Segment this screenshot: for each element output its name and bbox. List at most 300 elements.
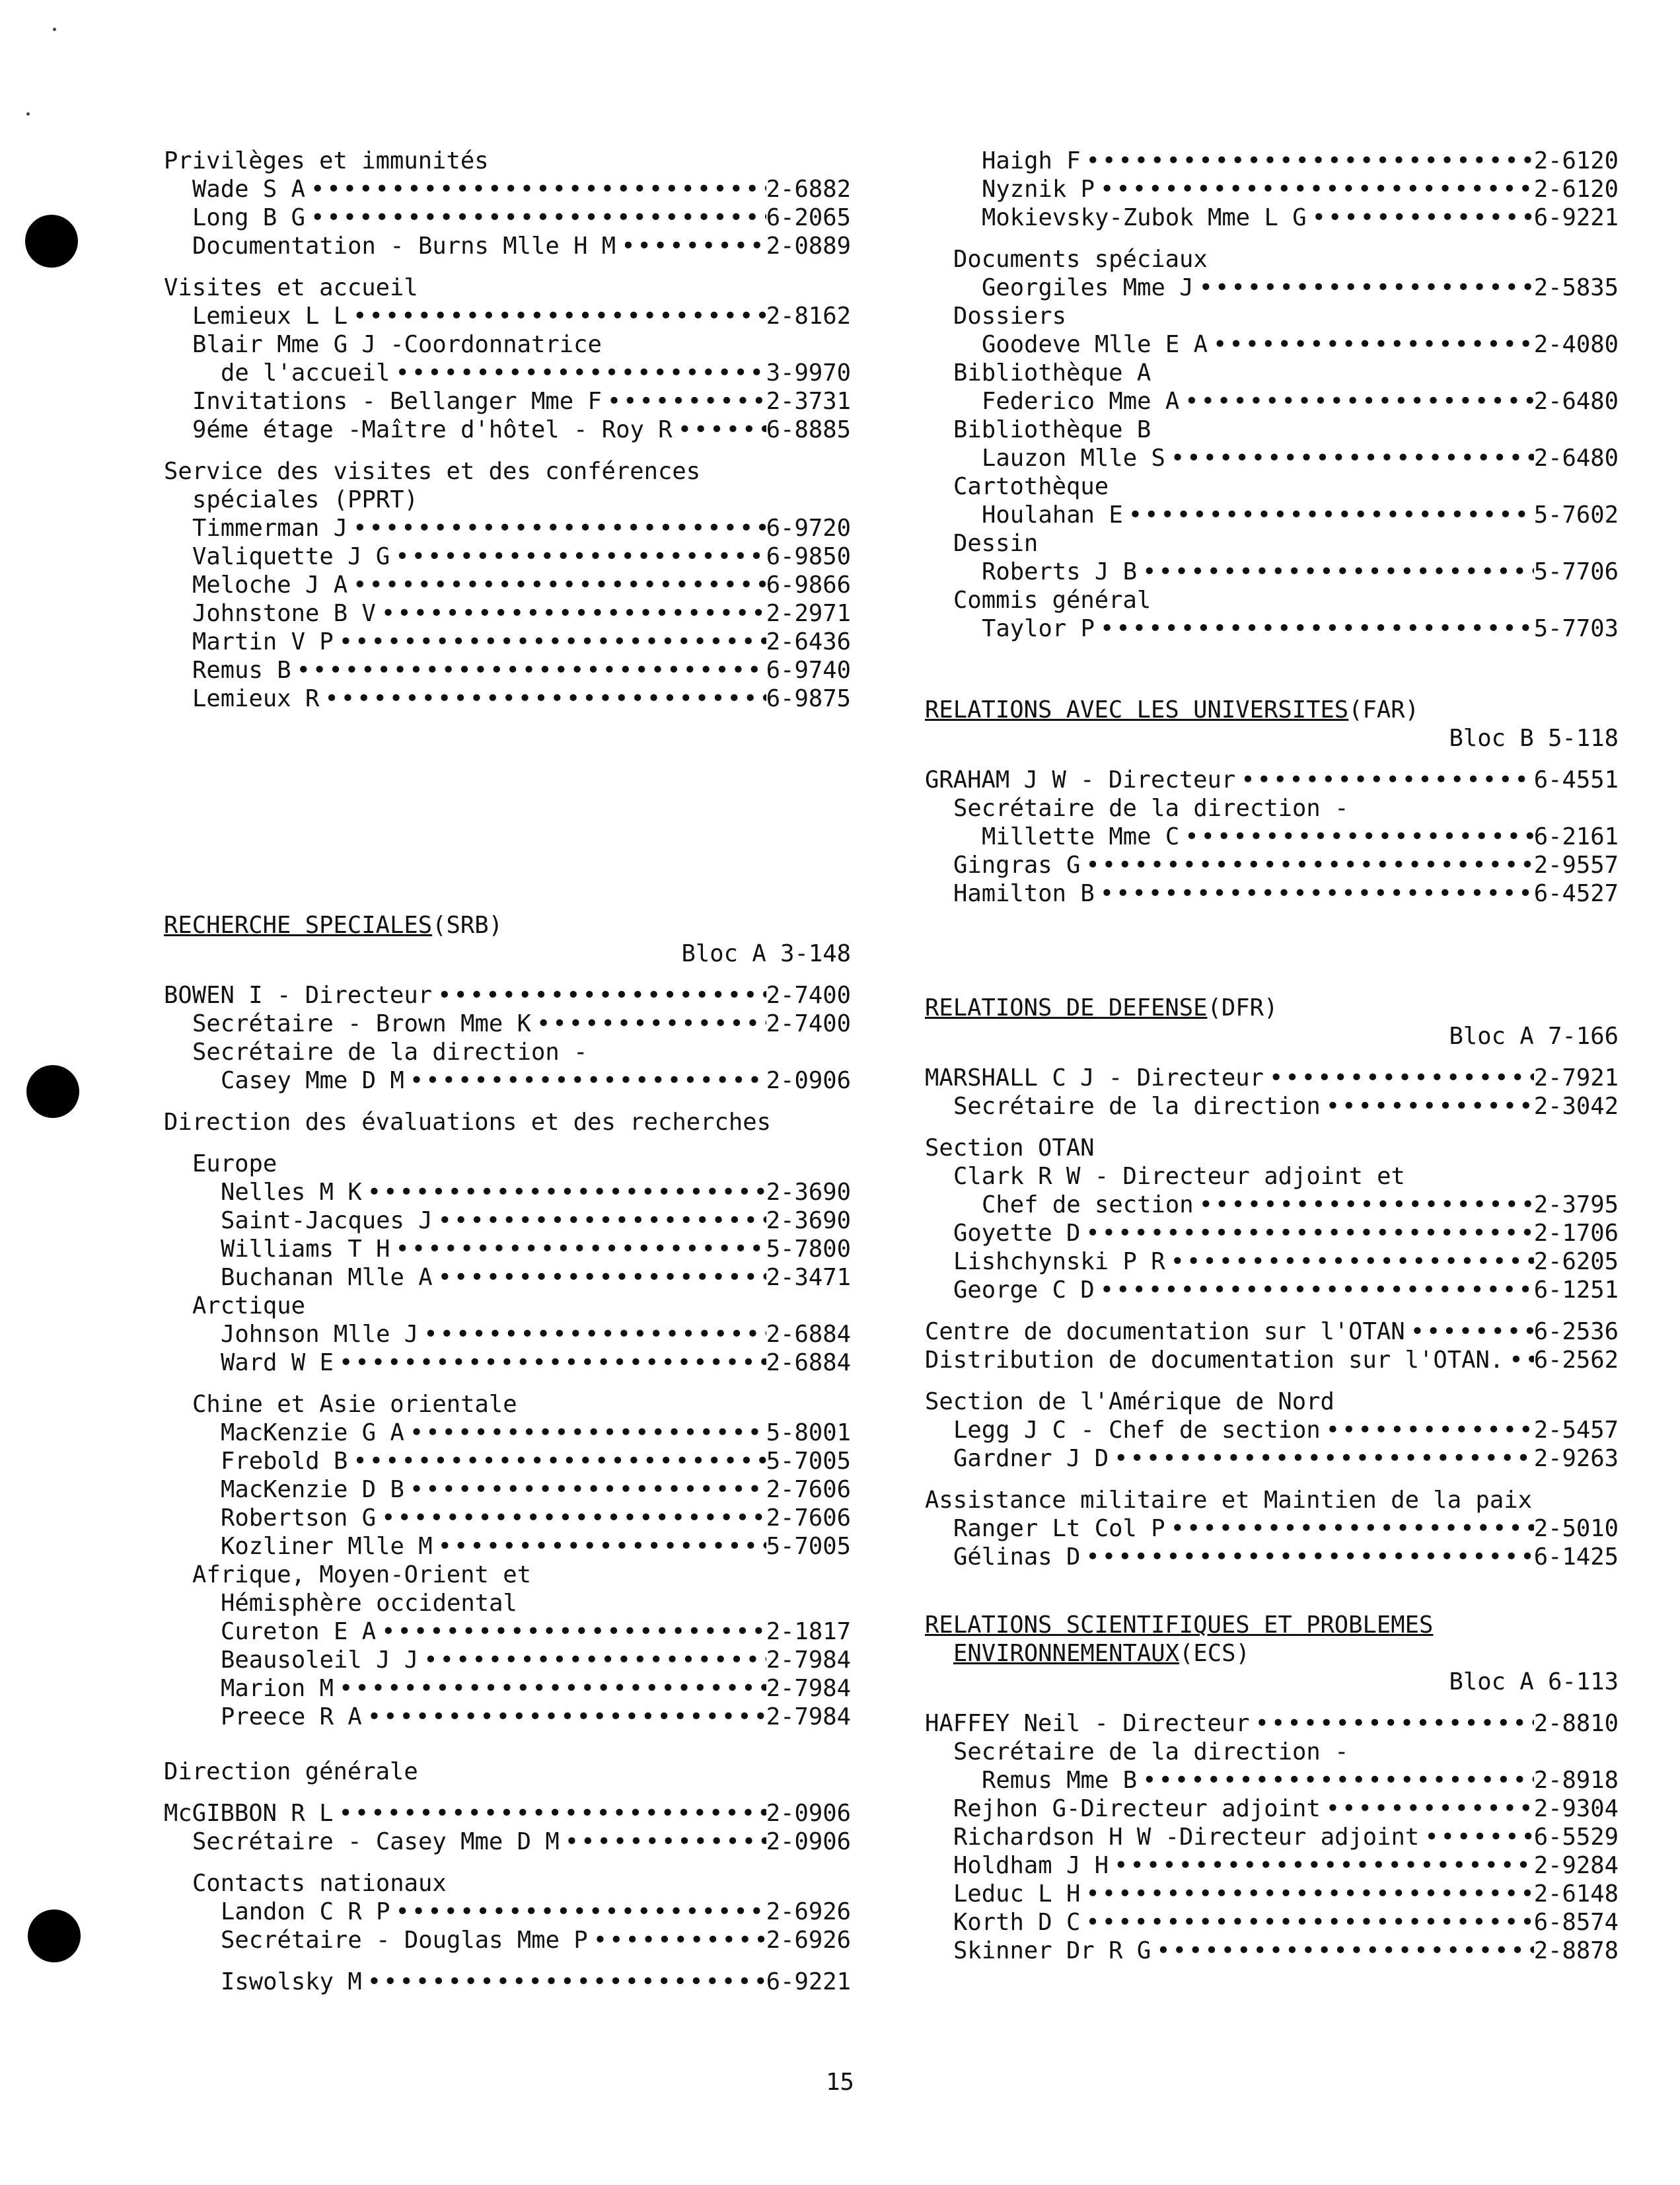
directory-entry (925, 1851, 1619, 1880)
phone-extension: 6-4527 (1533, 880, 1619, 907)
phone-extension: 2-8162 (766, 303, 851, 330)
directory-entry (164, 1320, 851, 1349)
directory-entry (925, 1247, 1619, 1276)
directory-entry (164, 981, 851, 1010)
dot-leader (1080, 1543, 1533, 1571)
directory-entry (164, 1926, 851, 1954)
dot-leader (531, 1010, 766, 1038)
entry-name: Haigh F (982, 147, 1081, 174)
phone-extension: 2-6882 (766, 176, 851, 203)
phone-extension: 2-7921 (1533, 1064, 1619, 1092)
directory-entry (164, 1828, 851, 1856)
directory-entry (164, 1674, 851, 1703)
dot-leader (362, 1968, 766, 1996)
bloc-location (925, 1668, 1619, 1696)
phone-extension: 2-0906 (766, 1800, 851, 1827)
directory-entry (164, 359, 851, 387)
entry-name: Secrétaire - Douglas Mme P (221, 1927, 588, 1954)
entry-name: Saint-Jacques J (221, 1207, 433, 1234)
dot-leader (1137, 558, 1534, 586)
entry-name: Lauzon Mlle S (982, 445, 1165, 472)
phone-extension: 2-7984 (766, 1703, 851, 1730)
phone-extension: 6-4551 (1533, 766, 1619, 794)
directory-entry (164, 1010, 851, 1038)
directory-entry (164, 628, 851, 656)
dot-leader (404, 1475, 766, 1504)
entry-name: Centre de documentation sur l'OTAN (925, 1318, 1405, 1345)
directory-entry (164, 1206, 851, 1235)
entry-name: Taylor P (982, 615, 1095, 642)
dot-leader (1235, 766, 1534, 794)
phone-extension: 5-7602 (1533, 501, 1619, 529)
section-title: RELATIONS SCIENTIFIQUES ET PROBLEMES (925, 1611, 1434, 1639)
directory-entry (164, 571, 851, 599)
group-label-text: Arctique (192, 1292, 305, 1319)
phone-extension: 2-8810 (1533, 1710, 1619, 1737)
dot-leader (1095, 879, 1534, 908)
entry-name: Invitations - Bellanger Mme F (192, 388, 602, 415)
directory-entry (925, 1092, 1619, 1121)
group-label-text: Bibliothèque B (953, 416, 1151, 443)
section-title: RELATIONS DE DEFENSE (925, 994, 1208, 1021)
directory-entry (925, 1795, 1619, 1823)
group-label (925, 302, 1619, 330)
group-label (164, 1589, 851, 1617)
group-label (925, 359, 1619, 387)
section-code: (FAR) (1348, 696, 1420, 723)
section-heading (925, 994, 1619, 1022)
directory-entry (164, 302, 851, 330)
group-label-text: Dessin (953, 530, 1039, 557)
directory-entry (164, 416, 851, 444)
group-label-text: Privilèges et immunités (164, 147, 489, 174)
dot-leader (1264, 1064, 1534, 1092)
entry-name: BOWEN I - Directeur (164, 982, 433, 1009)
directory-entry (925, 1823, 1619, 1851)
directory-entry (164, 514, 851, 542)
phone-extension: 3-9970 (766, 359, 851, 387)
phone-extension: 2-8918 (1533, 1767, 1619, 1794)
directory-entry (164, 1532, 851, 1561)
phone-extension: 6-9850 (766, 543, 851, 570)
directory-entry (164, 1968, 851, 1996)
entry-name: Gardner J D (953, 1445, 1109, 1472)
entry-name: Landon C R P (221, 1898, 390, 1925)
directory-entry (925, 1937, 1619, 1965)
dot-leader (1250, 1709, 1534, 1738)
directory-entry (164, 387, 851, 416)
group-label-text: Hémisphère occidental (221, 1590, 517, 1617)
bloc-text: Bloc A 6-113 (1449, 1668, 1619, 1695)
entry-name: Roberts J B (982, 558, 1138, 585)
directory-entry (164, 1178, 851, 1206)
entry-name: Secrétaire - Brown Mme K (192, 1010, 531, 1037)
dot-leader (1165, 444, 1534, 472)
phone-extension: 5-7800 (766, 1236, 851, 1263)
entry-name: Mokievsky-Zubok Mme L G (982, 204, 1307, 231)
entry-name: Johnstone B V (192, 600, 376, 627)
phone-extension: 5-7005 (766, 1448, 851, 1475)
phone-extension: 2-7606 (766, 1504, 851, 1532)
entry-name: Johnson Mlle J (221, 1321, 419, 1348)
dot-leader (560, 1828, 766, 1856)
entry-name: Lemieux R (192, 685, 320, 712)
group-label-text: Direction générale (164, 1758, 418, 1785)
entry-name: Federico Mme A (982, 388, 1180, 415)
directory-entry (925, 330, 1619, 359)
entry-name: Remus B (192, 657, 291, 684)
entry-name: Nyznik P (982, 176, 1095, 203)
dot-leader (1165, 1514, 1534, 1543)
directory-entry (925, 1444, 1619, 1473)
dot-leader (433, 1206, 766, 1235)
entry-name: Martin V P (192, 628, 334, 655)
entry-name: Hamilton B (953, 880, 1095, 907)
phone-extension: 6-5529 (1533, 1824, 1619, 1851)
phone-extension: 6-2536 (1533, 1318, 1619, 1345)
dot-leader (1109, 1444, 1534, 1473)
entry-name: Frebold B (221, 1448, 348, 1475)
entry-name: Secrétaire - Casey Mme D M (192, 1828, 560, 1855)
dot-leader (305, 204, 766, 232)
phone-extension: 2-3690 (766, 1179, 851, 1206)
dot-leader (616, 232, 766, 260)
directory-entry (925, 614, 1619, 643)
directory-entry (925, 558, 1619, 586)
dot-leader (1095, 614, 1534, 643)
entry-name: Iswolsky M (221, 1968, 362, 1995)
dot-leader (390, 1235, 766, 1263)
binder-hole-top (25, 215, 78, 268)
entry-name: Long B G (192, 204, 305, 231)
entry-name: Preece R A (221, 1703, 362, 1730)
phone-extension: 2-0906 (766, 1828, 851, 1855)
directory-column-right (925, 147, 1619, 1965)
section-title: RELATIONS AVEC LES UNIVERSITES (925, 696, 1349, 723)
directory-entry (925, 147, 1619, 175)
phone-extension: 2-9304 (1533, 1795, 1619, 1822)
dot-leader (305, 175, 766, 204)
dot-leader (418, 1646, 766, 1674)
phone-extension: 6-8574 (1533, 1909, 1619, 1936)
directory-entry (925, 444, 1619, 472)
phone-extension: 6-9221 (1533, 204, 1619, 231)
dot-leader (1165, 1247, 1534, 1276)
directory-entry (164, 1066, 851, 1095)
entry-name: Meloche J A (192, 572, 348, 599)
dot-leader (376, 1504, 766, 1532)
group-label (925, 1162, 1619, 1191)
section-code: (SRB) (432, 912, 503, 939)
directory-entry (164, 1263, 851, 1292)
directory-entry (164, 232, 851, 260)
dot-leader (291, 656, 766, 685)
phone-extension: 2-6884 (766, 1349, 851, 1376)
group-label (164, 1561, 851, 1589)
entry-name: Beausoleil J J (221, 1647, 419, 1674)
group-label (925, 1486, 1619, 1514)
entry-name: de l'accueil (221, 359, 390, 387)
dot-leader (1095, 1276, 1534, 1304)
dot-leader (1095, 175, 1534, 204)
group-label (925, 794, 1619, 823)
entry-name: Secrétaire de la direction (953, 1093, 1321, 1120)
entry-name: Gingras G (953, 852, 1081, 879)
group-label-text: Cartothèque (953, 473, 1109, 500)
phone-extension: 2-6148 (1533, 1880, 1619, 1907)
bloc-text: Bloc A 3-148 (681, 940, 851, 967)
dot-leader (433, 1532, 766, 1561)
phone-extension: 5-7706 (1533, 558, 1619, 585)
dot-leader (347, 302, 766, 330)
entry-name: Distribution de documentation sur l'OTAN. (925, 1347, 1504, 1374)
entry-name: Timmerman J (192, 515, 348, 542)
dot-leader (347, 571, 766, 599)
directory-entry (164, 1419, 851, 1447)
dot-leader (602, 387, 766, 416)
directory-entry (925, 274, 1619, 302)
section-code: (ECS) (1179, 1640, 1250, 1667)
dot-leader (390, 1898, 766, 1926)
group-label-text: Section de l'Amérique de Nord (925, 1388, 1334, 1415)
group-label-text: Blair Mme G J -Coordonnatrice (192, 331, 602, 358)
group-label-text: Clark R W - Directeur adjoint et (953, 1163, 1405, 1190)
dot-leader (1321, 1416, 1534, 1444)
entry-name: MacKenzie G A (221, 1419, 404, 1446)
dot-leader (1419, 1823, 1533, 1851)
group-label (925, 1738, 1619, 1766)
bloc-text: Bloc B 5-118 (1449, 725, 1619, 752)
dot-leader (362, 1703, 766, 1731)
phone-extension: 2-5010 (1533, 1515, 1619, 1542)
dot-leader (432, 981, 766, 1010)
dot-leader (1080, 1219, 1533, 1247)
entry-name: Millette Mme C (982, 823, 1180, 850)
directory-entry (164, 1447, 851, 1475)
group-label-text: Documents spéciaux (953, 246, 1208, 273)
phone-extension: 6-2562 (1533, 1347, 1619, 1374)
group-label (925, 1388, 1619, 1416)
dot-leader (1137, 1766, 1534, 1795)
group-label (925, 586, 1619, 614)
directory-column-left (164, 147, 851, 1996)
phone-extension: 2-6205 (1533, 1248, 1619, 1275)
directory-entry (925, 851, 1619, 879)
entry-name: Houlahan E (982, 501, 1123, 529)
group-label-text: Afrique, Moyen-Orient et (192, 1561, 531, 1588)
section-title: RECHERCHE SPECIALES (164, 912, 433, 939)
phone-extension: 2-0889 (766, 233, 851, 260)
directory-entry (925, 766, 1619, 794)
entry-name: Richardson H W -Directeur adjoint (953, 1824, 1420, 1851)
directory-entry (925, 1064, 1619, 1092)
entry-name: George C D (953, 1277, 1095, 1304)
dot-leader (376, 599, 766, 628)
entry-name: Goyette D (953, 1220, 1081, 1247)
directory-entry (925, 1219, 1619, 1247)
directory-entry (164, 1504, 851, 1532)
phone-extension: 2-6884 (766, 1321, 851, 1348)
directory-entry (164, 1475, 851, 1504)
entry-name: Casey Mme D M (221, 1067, 404, 1094)
directory-entry (164, 599, 851, 628)
group-label (925, 472, 1619, 501)
directory-entry (164, 685, 851, 713)
directory-entry (925, 1346, 1619, 1374)
phone-extension: 2-6480 (1533, 445, 1619, 472)
phone-extension: 5-7703 (1533, 615, 1619, 642)
phone-extension: 2-3042 (1533, 1093, 1619, 1120)
dot-leader (588, 1926, 766, 1954)
phone-extension: 2-4080 (1533, 331, 1619, 358)
entry-name: Robertson G (221, 1504, 377, 1532)
scan-speck (53, 28, 56, 31)
phone-extension: 2-6120 (1533, 147, 1619, 174)
directory-entry (164, 1799, 851, 1828)
group-label-text: Secrétaire de la direction - (192, 1039, 588, 1066)
entry-name: Skinner Dr R G (953, 1937, 1151, 1964)
group-label (925, 1134, 1619, 1162)
entry-name: Chef de section (982, 1191, 1194, 1218)
phone-extension: 2-8878 (1533, 1937, 1619, 1964)
dot-leader (1109, 1851, 1534, 1880)
directory-entry (164, 204, 851, 232)
group-label-text: Secrétaire de la direction - (953, 795, 1349, 822)
entry-name: Nelles M K (221, 1179, 362, 1206)
phone-extension: 2-0906 (766, 1067, 851, 1094)
phone-extension: 2-3731 (766, 388, 851, 415)
dot-leader (1123, 501, 1534, 529)
entry-name: Rejhon G-Directeur adjoint (953, 1795, 1321, 1822)
group-label-text: Section OTAN (925, 1134, 1095, 1162)
phone-extension: 2-6480 (1533, 388, 1619, 415)
dot-leader (1179, 823, 1534, 851)
group-label-text: Commis général (953, 587, 1151, 614)
phone-extension: 2-7984 (766, 1675, 851, 1702)
group-label (164, 147, 851, 175)
dot-leader (334, 1349, 766, 1377)
dot-leader (376, 1617, 766, 1646)
dot-leader (1405, 1317, 1534, 1346)
phone-extension: 2-6926 (766, 1898, 851, 1925)
group-label-text: Service des visites et des conférences (164, 458, 701, 485)
dot-leader (1081, 147, 1534, 175)
page-number: 15 (826, 2069, 854, 2096)
phone-extension: 6-2065 (766, 204, 851, 231)
group-label (164, 1150, 851, 1178)
group-label (164, 1758, 851, 1786)
entry-name: Gélinas D (953, 1543, 1081, 1571)
bloc-location (925, 724, 1619, 753)
group-label-text: Bibliothèque A (953, 359, 1151, 387)
phone-extension: 2-2971 (766, 600, 851, 627)
directory-entry (925, 1766, 1619, 1795)
directory-entry (164, 656, 851, 685)
directory-entry (925, 1908, 1619, 1937)
phone-extension: 6-2161 (1533, 823, 1619, 850)
section-heading (925, 1611, 1619, 1639)
directory-entry (925, 1543, 1619, 1571)
entry-name: Holdham J H (953, 1852, 1109, 1879)
phone-extension: 6-9866 (766, 572, 851, 599)
entry-name: Documentation - Burns Mlle H M (192, 233, 616, 260)
group-label-text: Direction des évaluations et des recherches (164, 1109, 772, 1136)
entry-name: Cureton E A (221, 1618, 377, 1645)
phone-extension: 6-1251 (1533, 1277, 1619, 1304)
directory-entry (925, 1416, 1619, 1444)
dot-leader (1080, 851, 1533, 879)
directory-entry (164, 1349, 851, 1377)
section-heading (164, 911, 851, 940)
dot-leader (347, 514, 766, 542)
phone-extension: 6-9875 (766, 685, 851, 712)
group-label (164, 457, 851, 486)
directory-entry (164, 175, 851, 204)
dot-leader (1504, 1346, 1533, 1374)
group-label (164, 486, 851, 514)
dot-leader (1080, 1908, 1533, 1937)
entry-name: 9éme étage -Maître d'hôtel - Roy R (192, 416, 673, 443)
binder-hole-bottom (28, 1909, 81, 1962)
phone-extension: 6-9720 (766, 515, 851, 542)
dot-leader (1151, 1937, 1534, 1965)
directory-entry (164, 1646, 851, 1674)
directory-entry (164, 1703, 851, 1731)
entry-name: Williams T H (221, 1236, 390, 1263)
directory-entry (925, 387, 1619, 416)
entry-name: Goodeve Mlle E A (982, 331, 1208, 358)
directory-entry (164, 542, 851, 571)
dot-leader (1321, 1092, 1534, 1121)
section-heading (925, 696, 1619, 724)
directory-entry (164, 1617, 851, 1646)
entry-name: Valiquette J G (192, 543, 390, 570)
group-label-text: Visites et accueil (164, 274, 418, 301)
group-label-text: Assistance militaire et Maintien de la paix (925, 1487, 1533, 1514)
dot-leader (404, 1066, 766, 1095)
section-code: (DFR) (1207, 994, 1278, 1021)
directory-entry (925, 204, 1619, 232)
entry-name: Ranger Lt Col P (953, 1515, 1165, 1542)
dot-leader (362, 1178, 766, 1206)
group-label (164, 1390, 851, 1419)
phone-extension: 2-1706 (1533, 1220, 1619, 1247)
phone-extension: 2-3690 (766, 1207, 851, 1234)
entry-name: Kozliner Mlle M (221, 1533, 433, 1560)
directory-entry (925, 1317, 1619, 1346)
dot-leader (1179, 387, 1534, 416)
entry-name: MARSHALL C J - Directeur (925, 1064, 1264, 1092)
group-label (164, 274, 851, 302)
group-label (164, 1038, 851, 1066)
phone-extension: 2-3795 (1533, 1191, 1619, 1218)
dot-leader (333, 1799, 766, 1828)
dot-leader (1321, 1795, 1534, 1823)
group-label-text: Secrétaire de la direction - (953, 1738, 1349, 1765)
entry-name: MacKenzie D B (221, 1476, 404, 1503)
dot-leader (673, 416, 766, 444)
group-label (925, 416, 1619, 444)
dot-leader (1080, 1880, 1533, 1908)
entry-name: GRAHAM J W - Directeur (925, 766, 1236, 794)
phone-extension: 2-3471 (766, 1264, 851, 1291)
dot-leader (390, 359, 766, 387)
phone-extension: 6-1425 (1533, 1543, 1619, 1571)
phone-extension: 2-6926 (766, 1927, 851, 1954)
phone-extension: 6-9221 (766, 1968, 851, 1995)
entry-name: Korth D C (953, 1909, 1081, 1936)
phone-extension: 2-9284 (1533, 1852, 1619, 1879)
